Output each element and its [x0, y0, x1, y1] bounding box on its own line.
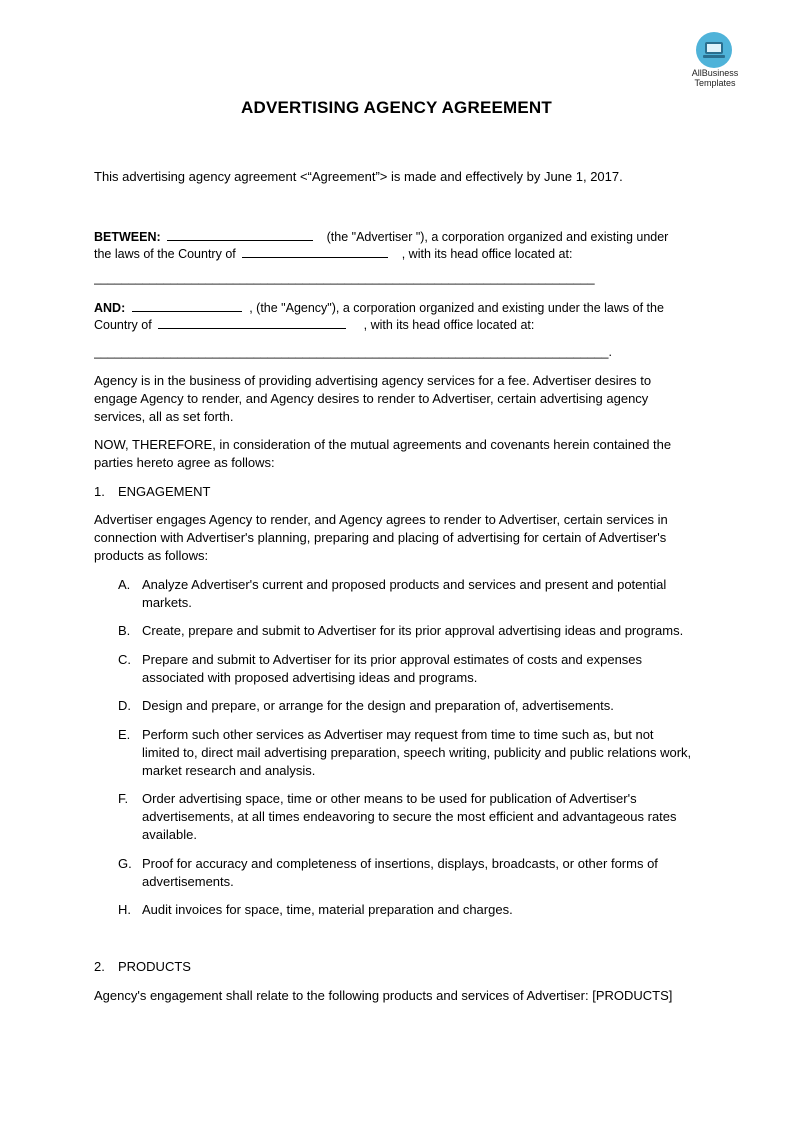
list-item-letter: D.: [118, 698, 131, 713]
document-title: ADVERTISING AGENCY AGREEMENT: [240, 98, 552, 117]
laptop-base-icon: [703, 55, 725, 58]
now-therefore-paragraph: NOW, THEREFORE, in consideration of the mutual agreements and covenants herein contained the parties hereto agree as follows:: [94, 437, 672, 470]
and-label: AND:: [94, 301, 126, 315]
list-item-text: Order advertising space, time or other means to be used for publication of Advertiser's advertisements, at all times endeavoring to secure the most efficient and advantageous rates available.: [142, 791, 677, 842]
section1-intro: Advertiser engages Agency to render, and Agency agrees to render to Advertiser, certain services in connection with Advertiser's planning, preparing and placing of advertising for certain of Advertiser's products as follows:: [94, 512, 668, 563]
agency-country-suffix: , with its head office located at:: [363, 318, 535, 332]
advertiser-country-prefix: the laws of the Country of: [94, 247, 236, 261]
advertiser-name-blank[interactable]: [167, 228, 313, 241]
recital-paragraph: Agency is in the business of providing advertising agency services for a fee. Advertiser desires to engage Agency to render, and Agency desires to render to Advertiser, certain advertising agency services, all as set forth.: [94, 373, 652, 424]
list-item-text: Design and prepare, or arrange for the design and preparation of, advertisements.: [142, 698, 614, 713]
list-item-text: Audit invoices for space, time, material preparation and charges.: [142, 902, 513, 917]
and-line-1: [94, 299, 664, 317]
list-item-text: Proof for accuracy and completeness of insertions, displays, broadcasts, or other forms of advertisements.: [142, 856, 658, 889]
logo-line1: AllBusiness: [691, 68, 739, 78]
and-line-2: [94, 316, 534, 334]
advertiser-country-suffix: , with its head office located at:: [401, 247, 573, 261]
agency-country-blank[interactable]: [158, 316, 346, 329]
logo-badge: [696, 32, 732, 68]
between-line-2: [94, 245, 572, 263]
section1-number: 1.: [94, 484, 105, 499]
list-item-text: Create, prepare and submit to Advertiser for its prior approval advertising ideas and programs.: [142, 623, 684, 638]
section2-heading: PRODUCTS: [118, 959, 191, 974]
between-line-1: [94, 228, 668, 246]
agency-country-prefix: Country of: [94, 318, 152, 332]
advertiser-address-blank[interactable]: ________________________________________________________________________: [94, 271, 595, 285]
laptop-icon: [705, 42, 723, 54]
list-item-letter: C.: [118, 652, 131, 667]
list-item-letter: G.: [118, 856, 132, 871]
intro-paragraph: This advertising agency agreement <“Agreement”> is made and effectively by June 1, 2017.: [94, 169, 623, 184]
list-item-text: Prepare and submit to Advertiser for its prior approval estimates of costs and expenses associated with proposed advertising ideas and programs.: [142, 652, 643, 685]
agency-party-text: , (the "Agency"), a corporation organized and existing under the laws of the: [249, 301, 664, 315]
list-item-text: Analyze Advertiser's current and proposed products and services and present and potential markets.: [142, 577, 667, 610]
section2-text: Agency's engagement shall relate to the following products and services of Advertiser: [PRODUCTS]: [94, 988, 673, 1003]
agency-address-blank[interactable]: __________________________________________________________________________.: [94, 345, 612, 359]
list-item-letter: E.: [118, 727, 131, 742]
agency-name-blank[interactable]: [132, 299, 242, 312]
list-item-letter: H.: [118, 902, 131, 917]
logo-text: [676, 68, 754, 88]
between-label: BETWEEN:: [94, 230, 161, 244]
logo-line2: Templates: [694, 78, 736, 88]
list-item-text: Perform such other services as Advertiser may request from time to time such as, but not limited to, direct mail advertising preparation, speech writing, publicity and public relations work, market research and analysis.: [142, 727, 692, 778]
advertiser-country-blank[interactable]: [242, 245, 388, 258]
section1-heading: ENGAGEMENT: [118, 484, 211, 499]
list-item-letter: A.: [118, 577, 131, 592]
list-item-letter: F.: [118, 791, 129, 806]
advertiser-party-text: (the "Advertiser "), a corporation organized and existing under: [326, 230, 669, 244]
section2-number: 2.: [94, 959, 105, 974]
list-item-letter: B.: [118, 623, 131, 638]
